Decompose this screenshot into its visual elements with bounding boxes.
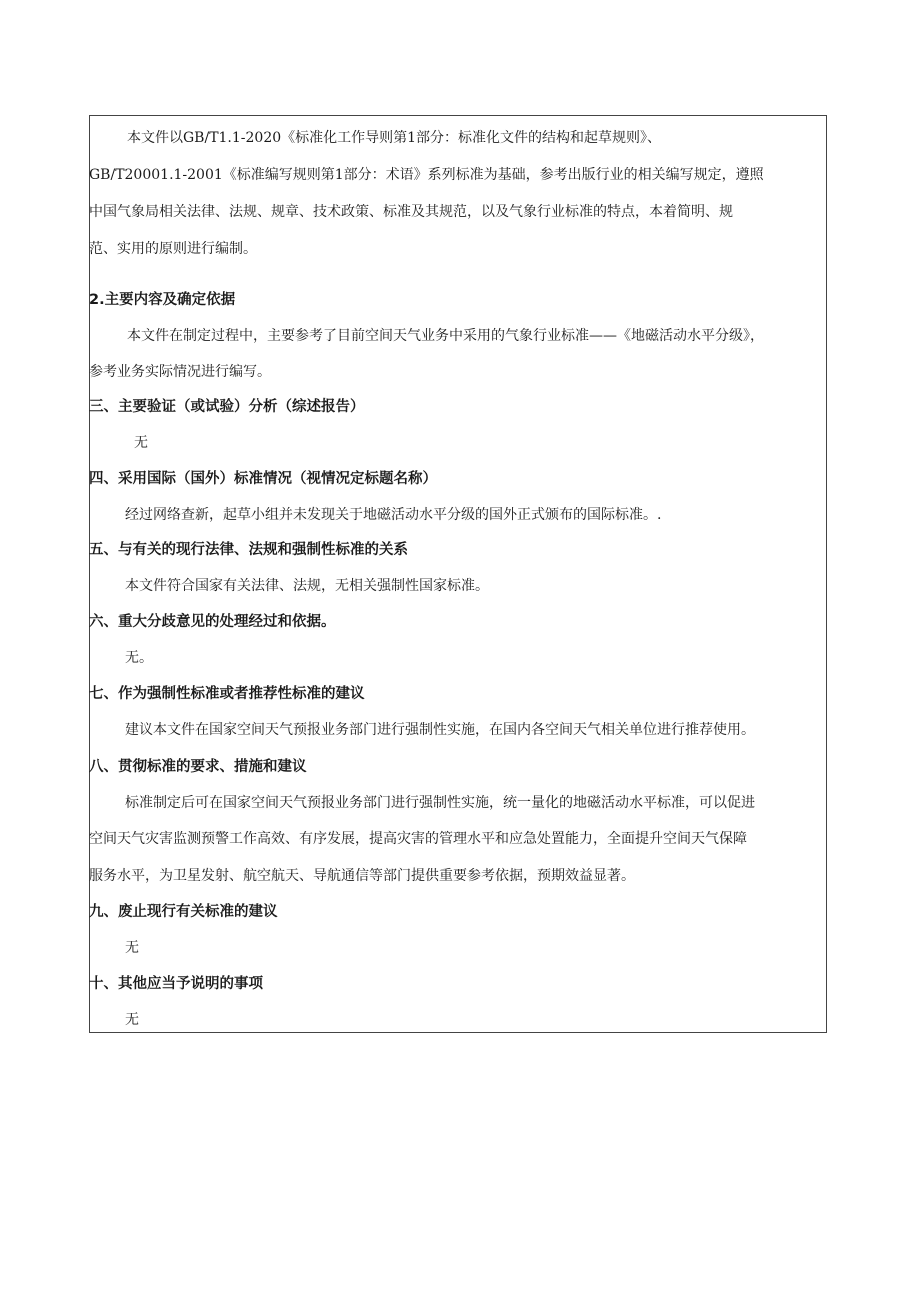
section8-line-1: 标准制定后可在国家空间天气预报业务部门进行强制性实施，统一量化的地磁活动水平标准，可以促进 bbox=[125, 795, 755, 811]
section1-line-3: 中国气象局相关法律、法规、规章、技术政策、标准及其规范，以及气象行业标准的特点，本着简明、规 bbox=[89, 204, 733, 220]
section2-line-1: 本文件在制定过程中，主要参考了目前空间天气业务中采用的气象行业标准——《地磁活动水平分级》， bbox=[127, 328, 764, 344]
section7-heading: 七、作为强制性标准或者推荐性标准的建议 bbox=[89, 686, 365, 702]
section1-line-2: GB/T20001.1-2001《标准编写规则第1部分：术语》系列标准为基础，参考出版行业的相关编写规定，遵照 bbox=[89, 167, 764, 183]
section6-heading: 六、重大分歧意见的处理经过和依据。 bbox=[89, 614, 336, 630]
section5-text: 本文件符合国家有关法律、法规，无相关强制性国家标准。 bbox=[125, 578, 489, 594]
section1-line-4: 范、实用的原则进行编制。 bbox=[89, 241, 257, 257]
section5-heading: 五、与有关的现行法律、法规和强制性标准的关系 bbox=[89, 542, 408, 558]
section9-text: 无 bbox=[125, 940, 139, 956]
section10-text: 无 bbox=[125, 1012, 139, 1028]
section8-line-2: 空间天气灾害监测预警工作高效、有序发展，提高灾害的管理水平和应急处置能力，全面提升空间天气保障 bbox=[89, 831, 747, 847]
section2-heading: 2.主要内容及确定依据 bbox=[89, 292, 236, 308]
section3-text: 无 bbox=[134, 435, 148, 451]
section4-heading: 四、采用国际（国外）标准情况（视情况定标题名称） bbox=[89, 471, 437, 487]
section10-heading: 十、其他应当予说明的事项 bbox=[89, 976, 263, 992]
section7-text: 建议本文件在国家空间天气预报业务部门进行强制性实施，在国内各空间天气相关单位进行推荐使用。 bbox=[125, 722, 755, 738]
section1-line-1: 本文件以GB/T1.1-2020《标准化工作导则第1部分：标准化文件的结构和起草规则》、 bbox=[127, 130, 662, 146]
section9-heading: 九、废止现行有关标准的建议 bbox=[89, 904, 278, 920]
section8-line-3: 服务水平，为卫星发射、航空航天、导航通信等部门提供重要参考依据，预期效益显著。 bbox=[89, 868, 635, 884]
section8-heading: 八、贯彻标准的要求、措施和建议 bbox=[89, 759, 307, 775]
section4-text: 经过网络查新，起草小组并未发现关于地磁活动水平分级的国外正式颁布的国际标准。. bbox=[125, 507, 662, 523]
section3-heading: 三、主要验证（或试验）分析（综述报告） bbox=[89, 399, 365, 415]
section6-text: 无。 bbox=[125, 650, 153, 666]
section2-line-2: 参考业务实际情况进行编写。 bbox=[89, 364, 271, 380]
